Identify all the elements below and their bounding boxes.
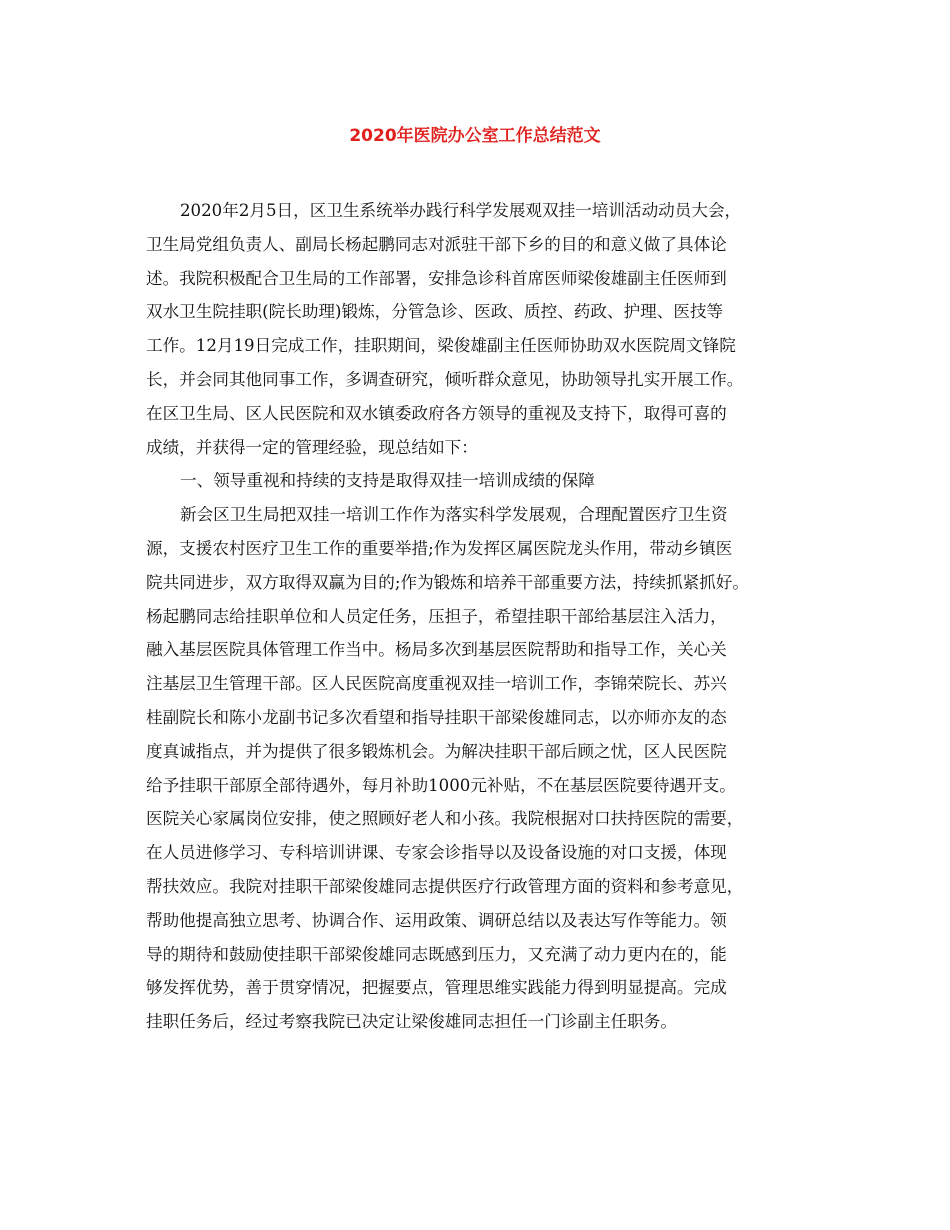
text-line: 长，并会同其他同事工作，多调查研究，倾听群众意见，协助领导扎实开展工作。 bbox=[146, 369, 744, 389]
text-line: 双水卫生院挂职(院长助理)锻炼，分管急诊、医政、质控、药政、护理、医技等 bbox=[146, 302, 724, 322]
text-line: 注基层卫生管理干部。区人民医院高度重视双挂一培训工作，李锦荣院长、苏兴 bbox=[146, 674, 727, 694]
document-body bbox=[146, 194, 806, 1039]
text-line: 2020年2月5日，区卫生系统举办践行科学发展观双挂一培训活动动员大会， bbox=[180, 201, 742, 220]
text-line: 导的期待和鼓励使挂职干部梁俊雄同志既感到压力，又充满了动力更内在的，能 bbox=[146, 944, 727, 964]
text-line: 帮扶效应。我院对挂职干部梁俊雄同志提供医疗行政管理方面的资料和参考意见， bbox=[146, 876, 744, 896]
text-line: 挂职任务后，经过考察我院已决定让梁俊雄同志担任一门诊副主任职务。 bbox=[146, 1012, 677, 1032]
text-line: 融入基层医院具体管理工作当中。杨局多次到基层医院帮助和指导工作，关心关 bbox=[146, 640, 727, 660]
text-line: 成绩，并获得一定的管理经验，现总结如下： bbox=[146, 437, 478, 457]
text-line: 卫生局党组负责人、副局长杨起鹏同志对派驻干部下乡的目的和意义做了具体论 bbox=[146, 234, 727, 254]
text-line: 一、领导重视和持续的支持是取得双挂一培训成绩的保障 bbox=[180, 471, 595, 491]
text-line: 够发挥优势，善于贯穿情况，把握要点，管理思维实践能力得到明显提高。完成 bbox=[146, 978, 727, 998]
text-line: 源，支援农村医疗卫生工作的重要举措;作为发挥区属医院龙头作用，带动乡镇医 bbox=[146, 538, 733, 558]
text-line: 杨起鹏同志给挂职单位和人员定任务，压担子，希望挂职干部给基层注入活力， bbox=[146, 606, 727, 626]
text-line: 在人员进修学习、专科培训讲课、专家会诊指导以及设备设施的对口支援，体现 bbox=[146, 843, 727, 863]
text-line: 述。我院积极配合卫生局的工作部署，安排急诊科首席医师梁俊雄副主任医师到 bbox=[146, 268, 727, 288]
document-title: 2020年医院办公室工作总结范文 bbox=[349, 126, 601, 146]
text-line: 医院关心家属岗位安排，使之照顾好老人和小孩。我院根据对口扶持医院的需要， bbox=[146, 809, 744, 829]
text-line: 工作。12月19日完成工作，挂职期间，梁俊雄副主任医师协助双水医院周文锋院 bbox=[146, 336, 736, 356]
text-line: 桂副院长和陈小龙副书记多次看望和指导挂职干部梁俊雄同志，以亦师亦友的态 bbox=[146, 707, 727, 727]
text-line: 帮助他提高独立思考、协调合作、运用政策、调研总结以及表达写作等能力。领 bbox=[146, 910, 727, 930]
text-line: 院共同进步，双方取得双赢为目的;作为锻炼和培养干部重要方法，持续抓紧抓好。 bbox=[146, 572, 749, 592]
text-line: 新会区卫生局把双挂一培训工作作为落实科学发展观，合理配置医疗卫生资 bbox=[180, 505, 728, 525]
text-line: 度真诚指点，并为提供了很多锻炼机会。为解决挂职干部后顾之忧，区人民医院 bbox=[146, 741, 727, 761]
text-line: 在区卫生局、区人民医院和双水镇委政府各方领导的重视及支持下，取得可喜的 bbox=[146, 403, 727, 423]
text-line: 给予挂职干部原全部待遇外，每月补助1000元补贴，不在基层医院要待遇开支。 bbox=[146, 775, 736, 795]
